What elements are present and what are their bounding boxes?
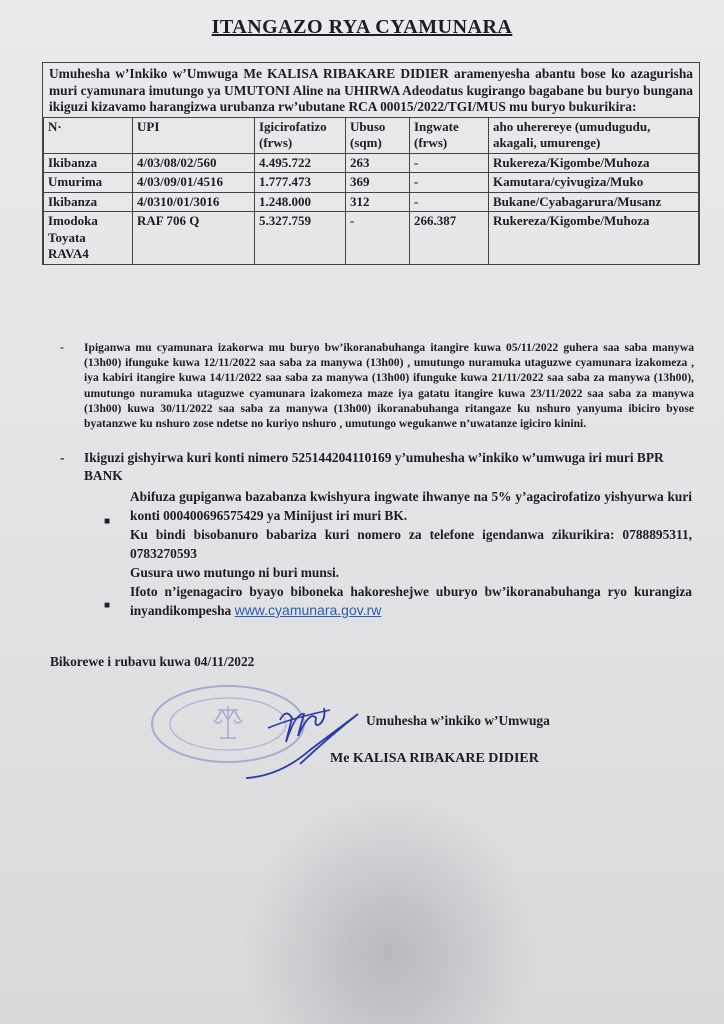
cell-location: Rukereza/Kigombe/Muhoza (489, 153, 699, 173)
cell-upi: 4/03/08/02/560 (133, 153, 255, 173)
cell-deposit: - (410, 153, 489, 173)
dash-bullet-icon: - (60, 341, 64, 354)
bullet-schedule (60, 340, 694, 431)
cell-price: 5.327.759 (255, 212, 346, 265)
payment-account-text: Ikiguzi gishyirwa kuri konti nimero 525144204110169 y’umuhesha w’inkiko w’umwuga iri muri BPR BANK (84, 450, 664, 483)
dash-bullet-icon: - (60, 450, 65, 465)
cell-location: Bukane/Cyabagarura/Musanz (489, 192, 699, 212)
cell-location: Kamutara/cyivugiza/Muko (489, 173, 699, 193)
intro-paragraph: Umuhesha w’Inkiko w’Umwuga Me KALISA RIBAKARE DIDIER aramenyesha abantu bose ko azagurisha muri cyamunara imutungo ya UMUTONI Aline na UHIRWA Adeodatus kugirango bagabane bu buryo bungana ikiguzi kizavamo harangizwa urubanza rw’ubutane RCA 00015/2022/TGI/MUS mu buryo bukurikira: (49, 66, 693, 114)
header-upi: UPI (133, 117, 255, 153)
cell-deposit: - (410, 173, 489, 193)
signatory-name: Me KALISA RIBAKARE DIDIER (330, 751, 539, 766)
table-row (44, 212, 699, 265)
notice-box (42, 62, 700, 265)
cell-type: Umurima (44, 173, 133, 193)
cell-type: Ikibanza (44, 153, 133, 173)
header-location: aho uherereye (umudugudu, akagali, umurenge) (489, 117, 699, 153)
visit-info: Gusura uwo mutungo ni buri munsi. (130, 565, 340, 580)
page-title: ITANGAZO RYA CYAMUNARA (211, 16, 513, 38)
signatory-title: Umuhesha w’inkiko w’Umwuga (366, 713, 550, 728)
property-table (43, 117, 699, 265)
auction-schedule (60, 340, 694, 431)
table-row (44, 173, 699, 193)
cell-upi: 4/0310/01/3016 (133, 192, 255, 212)
cell-price: 1.248.000 (255, 192, 346, 212)
photo-info-text: Ifoto n’igenagaciro byayo biboneka hakoreshejwe uburyo bw’ikoranabuhanga ryo kurangiza inyandikompesha (130, 584, 692, 618)
cell-upi: 4/03/09/01/4516 (133, 173, 255, 193)
cell-area: 369 (346, 173, 410, 193)
photo-shadow (240, 790, 540, 1024)
header-base-price: Igicirofatizo (frws) (255, 117, 346, 153)
cell-upi: RAF 706 Q (133, 212, 255, 265)
square-bullet-icon: ■ (104, 516, 111, 527)
header-no: N· (44, 117, 133, 153)
table-row (44, 192, 699, 212)
cell-deposit: - (410, 192, 489, 212)
table-header-row (44, 117, 699, 153)
cell-location: Rukereza/Kigombe/Muhoza (489, 212, 699, 265)
cell-area: 263 (346, 153, 410, 173)
table-row (44, 153, 699, 173)
schedule-text: Ipiganwa mu cyamunara izakorwa mu buryo bw’ikoranabuhanga itangire kuwa 05/11/2022 guhera saa saba manywa (13h00) ifunguke kuwa 12/11/2022 saa saba za manywa (13h00) , umutungo nuramuka utaguzwe cyamunara izakomeza , iya kabiri itangire kuwa 14/11/2022 saa saba za manywa (13h00) ifunguke kuwa 21/11/2022 saa saba za manywa (13h00), umutungo nuramuka utaguzwe cyamunara izakomeza maze iya gatatu itangire kuwa 23/11/2022 saa saba za manywa (13h00) kuwa 30/11/2022 saa saba za manywa (13h00) ikoranabuhanga ritangaze ku nshuro yanyuma ibiciro byose byatanzwe ku nshuro zose ndetse no kuriyo nshuro , umutungo wegukanwe n’uwatanze igiciro kinini. (84, 341, 694, 431)
header-deposit: Ingwate (frws) (410, 117, 489, 153)
cell-deposit: 266.387 (410, 212, 489, 265)
cell-type: Imodoka Toyata RAVA4 (44, 212, 133, 265)
cell-price: 4.495.722 (255, 153, 346, 173)
cyamunara-link[interactable]: www.cyamunara.gov.rw (234, 602, 382, 618)
photo-info (130, 582, 692, 620)
deposit-info: Abifuza gupiganwa bazabanza kwishyura ingwate ihwanye na 5% y’agacirofatizo yishyurwa kuri konti 000400696575429 ya Minijust iri muri BK. (130, 489, 692, 523)
signature-icon (240, 688, 370, 788)
cell-area: - (346, 212, 410, 265)
header-area: Ubuso (sqm) (346, 117, 410, 153)
cell-type: Ikibanza (44, 192, 133, 212)
bullet-payment-account (60, 449, 694, 485)
contact-info: Ku bindi bisobanuro babariza kuri nomero za telefone igendanwa zikurikira: 0788895311, 0783270593 (130, 527, 692, 561)
sub-bullets (130, 487, 692, 620)
date-line: Bikorewe i rubavu kuwa 04/11/2022 (50, 654, 255, 669)
square-bullet-icon: ■ (104, 600, 111, 611)
cell-price: 1.777.473 (255, 173, 346, 193)
cell-area: 312 (346, 192, 410, 212)
